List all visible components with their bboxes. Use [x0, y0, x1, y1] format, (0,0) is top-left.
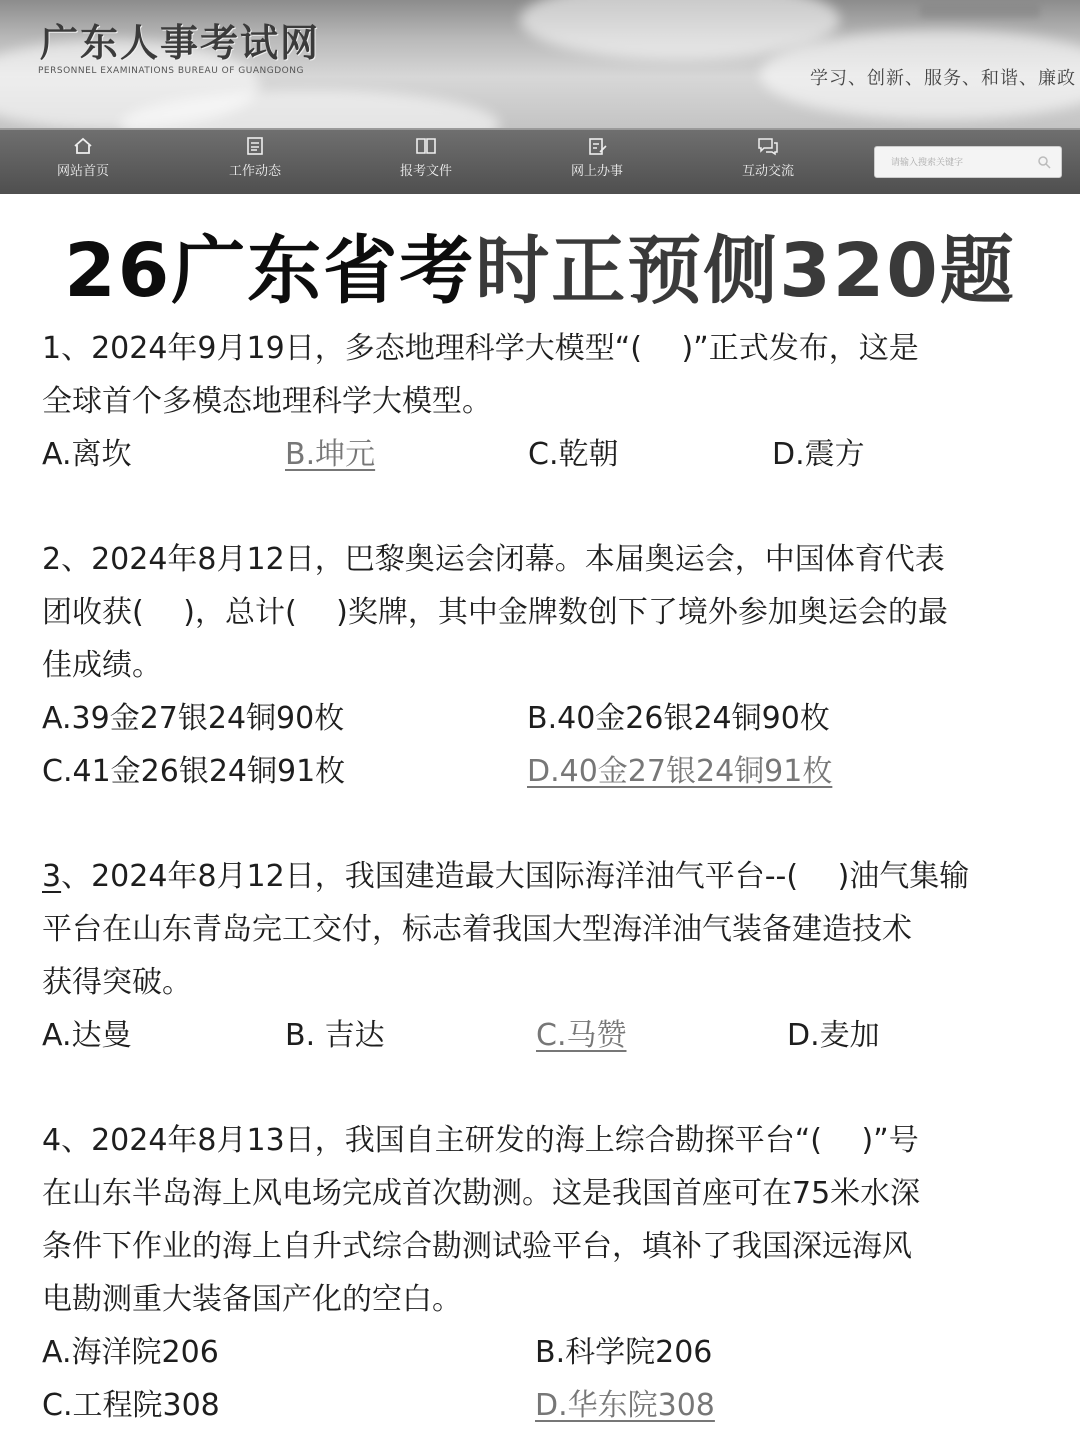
nav-item-interaction[interactable] [723, 136, 813, 179]
question-text [42, 850, 1032, 903]
option-a: A.39金27银24铜90枚 [42, 701, 345, 736]
question-text: 1、2024年9月19日，多态地理科学大模型“( )”正式发布，这是 [42, 331, 919, 366]
nav-label: 网上办事 [570, 164, 623, 179]
nav-label: 报考文件 [399, 164, 452, 179]
nav-item-news[interactable] [210, 136, 300, 179]
title-part2: 时正预侧320题 [475, 228, 1016, 314]
option-c: C.工程院308 [42, 1388, 220, 1423]
question-text-line: 、2024年8月12日，我国建造最大国际海洋油气平台--( )油气集输 [61, 859, 970, 894]
question-text: 佳成绩。 [42, 648, 162, 683]
question-1 [42, 322, 1032, 481]
option-d-answer: D.40金27银24铜91枚 [527, 754, 833, 789]
nav-label: 网站首页 [56, 164, 109, 179]
nav-item-files[interactable] [381, 136, 471, 179]
title-part1: 26广东省考 [64, 228, 476, 314]
option-b: B.科学院206 [535, 1335, 713, 1370]
option-b-answer: B.坤元 [285, 437, 376, 472]
nav-label: 互动交流 [741, 164, 794, 179]
question-options [42, 1326, 1032, 1379]
nav-item-home[interactable] [38, 136, 128, 179]
search-input[interactable] [874, 146, 1062, 178]
question-options [42, 692, 1032, 745]
option-a: A.海洋院206 [42, 1335, 219, 1370]
question-text: 条件下作业的海上自升式综合勘测试验平台，填补了我国深远海风 [42, 1229, 912, 1264]
question-options [42, 745, 1032, 798]
option-d: D.麦加 [787, 1018, 880, 1053]
option-c-answer: C.马赞 [536, 1018, 627, 1053]
nav-item-services[interactable] [552, 136, 642, 179]
site-header [0, 0, 1080, 128]
option-b: B. 吉达 [285, 1018, 385, 1053]
option-b: B.40金26银24铜90枚 [527, 701, 830, 736]
question-text: 在山东半岛海上风电场完成首次勘测。这是我国首座可在75米水深 [42, 1176, 921, 1211]
main-nav [0, 128, 1080, 194]
question-text: 4、2024年8月13日，我国自主研发的海上综合勘探平台“( )”号 [42, 1123, 919, 1158]
question-text: 全球首个多模态地理科学大模型。 [42, 384, 492, 419]
site-logo[interactable]: 广东人事考试网 [40, 20, 321, 65]
search-placeholder: 请输入搜索关键字 [891, 158, 964, 168]
chat-icon [757, 136, 779, 156]
question-4 [42, 1114, 1032, 1432]
nav-label: 工作动态 [228, 164, 281, 179]
question-2 [42, 533, 1032, 798]
question-3 [42, 850, 1032, 1062]
edit-icon [586, 136, 608, 156]
question-list [42, 322, 1032, 1432]
question-options [42, 1009, 1032, 1062]
question-text: 获得突破。 [42, 965, 192, 1000]
book-icon [415, 136, 437, 156]
site-slogan: 学习、创新、服务、和谐、廉政 [810, 68, 1076, 89]
question-options [42, 1379, 1032, 1432]
question-options [42, 428, 1032, 481]
option-d: D.震方 [772, 437, 865, 472]
option-c: C.乾朝 [528, 437, 619, 472]
news-icon [244, 136, 266, 156]
question-text: 电勘测重大装备国产化的空白。 [42, 1282, 462, 1317]
site-subtitle: PERSONNEL EXAMINATIONS BUREAU OF GUANGDONG [38, 66, 304, 76]
question-text: 团收获( )，总计( )奖牌，其中金牌数创下了境外参加奥运会的最 [42, 595, 948, 630]
search-icon[interactable] [1037, 155, 1051, 169]
question-text: 2、2024年8月12日，巴黎奥运会闭幕。本届奥运会，中国体育代表 [42, 542, 945, 577]
blurred-text [920, 4, 1040, 18]
question-text: 平台在山东青岛完工交付，标志着我国大型海洋油气装备建造技术 [42, 912, 912, 947]
option-c: C.41金26银24铜91枚 [42, 754, 346, 789]
option-d-answer: D.华东院308 [535, 1388, 715, 1423]
home-icon [72, 136, 94, 156]
option-a: A.离坎 [42, 437, 132, 472]
option-a: A.达曼 [42, 1018, 132, 1053]
question-number: 3 [42, 859, 62, 894]
page-title [0, 212, 1080, 318]
